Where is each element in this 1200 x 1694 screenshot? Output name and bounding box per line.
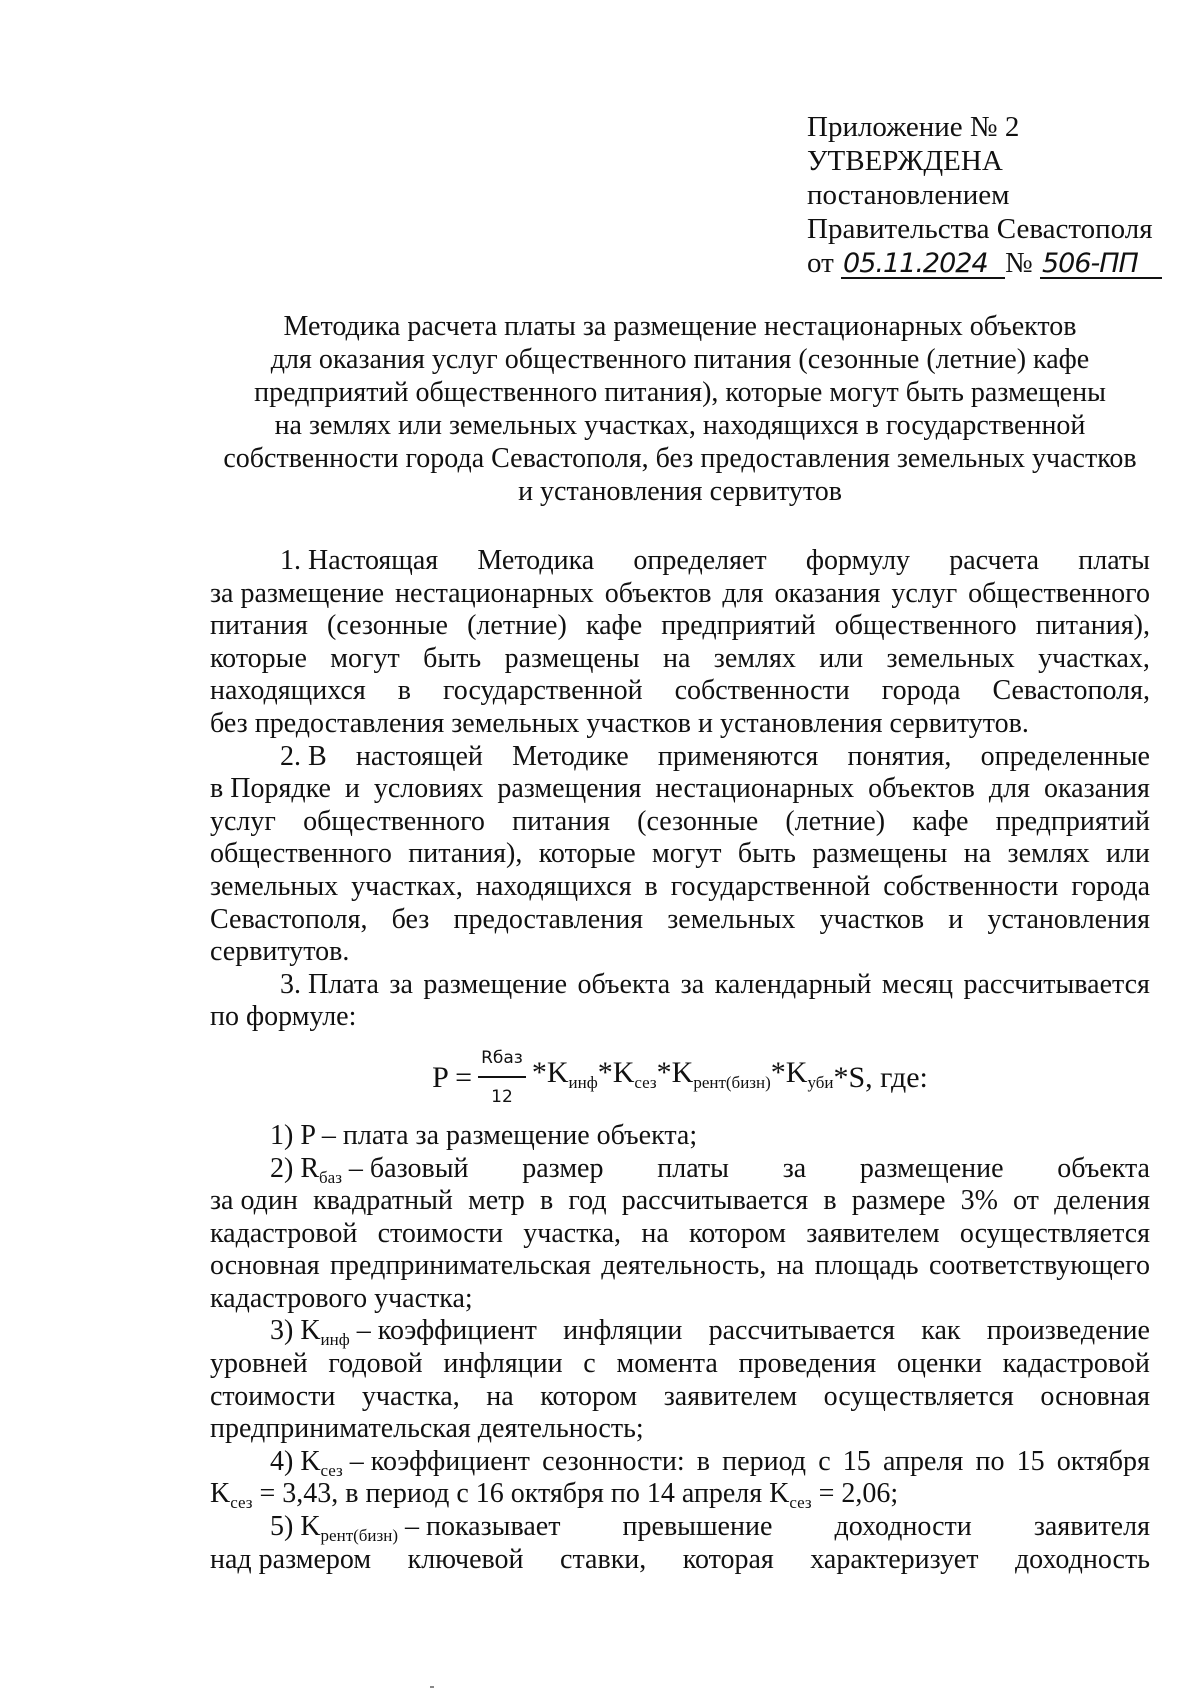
- text-line: сервитутов.: [210, 936, 350, 968]
- handwritten-date: 05.11.2024: [841, 251, 1005, 279]
- title-line: для оказания услуг общественного питания (сезонные (летние) кафе: [270, 344, 1090, 375]
- formula-fraction: [478, 1042, 526, 1114]
- text-line: общественного питания), которые могут быть размещены на землях или: [210, 838, 1150, 870]
- text-line: кадастрового участка;: [210, 1282, 473, 1314]
- text-line: 2) $R_{баз}$ – базовый размер платы за размещение объекта: [270, 1152, 1150, 1187]
- paragraph-3: [210, 969, 1150, 1034]
- formula-lhs: P =: [432, 1060, 473, 1094]
- scan-mark: [430, 1686, 434, 1688]
- fraction-numerator: Rбаз: [478, 1042, 526, 1079]
- text-line: находящихся в государственной собственности города Севастополя,: [210, 675, 1150, 707]
- text-line: предпринимательская деятельность;: [210, 1413, 644, 1445]
- text-line: по формуле:: [210, 1001, 357, 1033]
- text-line: питания (сезонные (летние) кафе предприятий общественного питания),: [210, 610, 1150, 642]
- paragraph-1: [210, 545, 1150, 741]
- text-line: стоимости участка, на котором заявителем осуществляется основная: [210, 1380, 1150, 1412]
- title-line: и установления сервитутов: [518, 476, 842, 507]
- document-body: [210, 545, 1150, 1576]
- title-line: Методика расчета платы за размещение нестационарных объектов: [283, 311, 1077, 342]
- resolution-label: постановлением: [807, 179, 1010, 211]
- fee-formula: [210, 1038, 1150, 1118]
- text-line: основная предпринимательская деятельность, на площадь соответствующего: [210, 1250, 1150, 1282]
- text-line: кадастровой стоимости участка, на котором заявителем осуществляется: [210, 1217, 1150, 1249]
- item-5: [210, 1511, 1150, 1576]
- date-number-line: [807, 246, 1187, 280]
- text-line: Севастополя, без предоставления земельных участков и установления: [210, 903, 1150, 935]
- appendix-number: Приложение № 2: [807, 111, 1020, 143]
- formula-k-inf: $*K_{инф}$: [531, 1055, 598, 1092]
- government-label: Правительства Севастополя: [807, 213, 1153, 245]
- approved-label: УТВЕРЖДЕНА: [807, 145, 1003, 177]
- text-line: 5) $K_{рент(бизн)}$ – показывает превышение доходности заявителя: [270, 1511, 1150, 1546]
- title-line: на землях или земельных участках, находящихся в государственной: [274, 410, 1086, 441]
- text-line: за один квадратный метр в год рассчитывается в размере 3% от деления: [210, 1185, 1150, 1217]
- from-label: от: [807, 247, 834, 279]
- text-line: 2. В настоящей Методике применяются понятия, определенные: [280, 740, 1150, 772]
- approval-block: [807, 110, 1187, 280]
- title-line: собственности города Севастополя, без предоставления земельных участков: [223, 443, 1137, 474]
- handwritten-number: 506-ПП: [1040, 251, 1162, 279]
- formula-k-ubi: $*K_{уби}$: [770, 1055, 834, 1092]
- text-line: которые могут быть размещены на землях или земельных участках,: [210, 642, 1150, 674]
- paragraph-2: [210, 741, 1150, 969]
- text-line: 3. Плата за размещение объекта за календарный месяц рассчитывается: [280, 968, 1150, 1000]
- item-1: 1) P – плата за размещение объекта;: [270, 1119, 698, 1151]
- item-4-line-1: 4) $K_{сез}$ – коэффициент сезонности: в период с 15 апреля по 15 октября: [270, 1445, 1150, 1480]
- text-line: без предоставления земельных участков и установления сервитутов.: [210, 707, 1029, 739]
- text-line: земельных участках, находящихся в государственной собственности города: [210, 870, 1150, 902]
- text-line: 3) $K_{инф}$ – коэффициент инфляции рассчитывается как произведение: [270, 1315, 1150, 1350]
- text-line: уровней годовой инфляции с момента проведения оценки кадастровой: [210, 1348, 1150, 1380]
- text-line: за размещение нестационарных объектов для оказания услуг общественного: [210, 577, 1150, 609]
- text-line: над размером ключевой ставки, которая характеризует доходность: [210, 1543, 1150, 1575]
- fraction-denominator: 12: [491, 1087, 513, 1108]
- item-3: [210, 1315, 1150, 1445]
- item-4: [210, 1446, 1150, 1511]
- text-line: услуг общественного питания (сезонные (летние) кафе предприятий: [210, 805, 1150, 837]
- text-line: в Порядке и условиях размещения нестационарных объектов для оказания: [210, 773, 1150, 805]
- text-line: 1. Настоящая Методика определяет формулу расчета платы: [280, 545, 1150, 576]
- formula-k-rent: $*K_{рент(бизн)}$: [656, 1055, 771, 1092]
- title-line: предприятий общественного питания), которые могут быть размещены: [254, 377, 1106, 408]
- number-sign: №: [1005, 247, 1033, 279]
- document-title: [210, 310, 1150, 508]
- item-2: [210, 1153, 1150, 1316]
- formula-tail: *S, где:: [833, 1060, 928, 1094]
- item-4-line-2: $K_{сез} = 3,43$, в период с 16 октября по 14 апреля $K_{сез} = 2,06$;: [210, 1478, 899, 1513]
- formula-k-sez: $*K_{сез}$: [597, 1055, 657, 1092]
